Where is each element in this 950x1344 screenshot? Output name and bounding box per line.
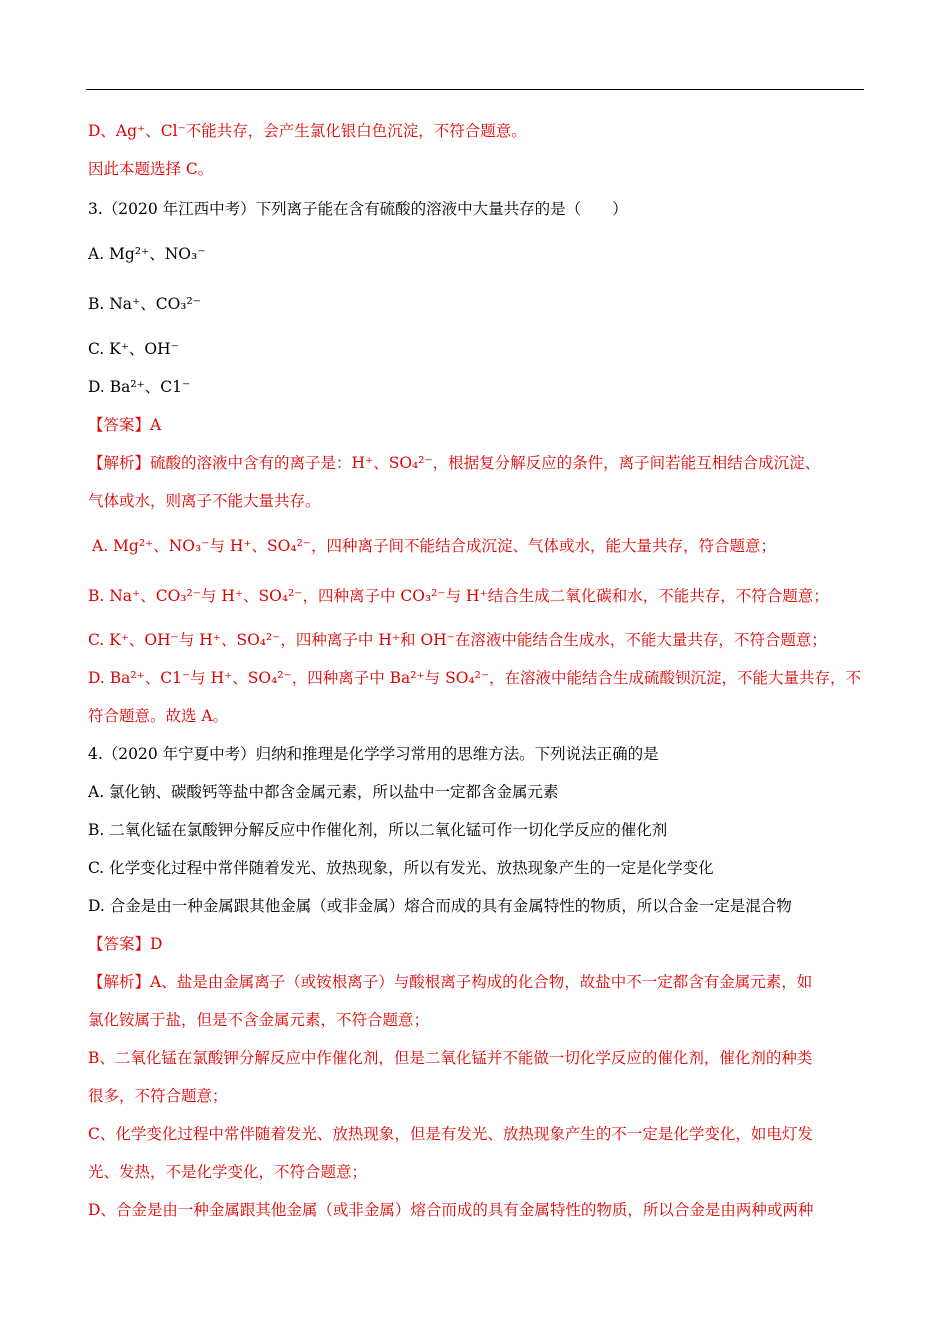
q4-analysis-line: 【解析】A、盐是由金属离子（或铵根离子）与酸根离子构成的化合物，故盐中不一定都含有金属元素，如	[88, 973, 813, 991]
q3-analysis-line: B. Na⁺、CO₃²⁻与 H⁺、SO₄²⁻，四种离子中 CO₃²⁻与 H⁺结合生成二氧化碳和水，不能共存，不符合题意；	[88, 587, 829, 605]
q4-option: A. 氯化钠、碳酸钙等盐中都含金属元素，所以盐中一定都含金属元素	[88, 783, 559, 801]
q3-option-a: A. Mg²⁺、NO₃⁻	[88, 245, 206, 263]
q4-analysis-line: B、二氧化锰在氯酸钾分解反应中作催化剂，但是二氧化锰并不能做一切化学反应的催化剂，催化剂的种类	[88, 1049, 813, 1067]
q3-analysis-line: C. K⁺、OH⁻与 H⁺、SO₄²⁻，四种离子中 H⁺和 OH⁻在溶液中能结合生成水，不能大量共存，不符合题意；	[88, 631, 827, 649]
q3-option-c: C. K⁺、OH⁻	[88, 340, 179, 358]
q3-analysis-line: 【解析】硫酸的溶液中含有的离子是：H⁺、SO₄²⁻，根据复分解反应的条件，离子间若能互相结合成沉淀、	[88, 454, 821, 472]
q4-analysis-line: C、化学变化过程中常伴随着发光、放热现象，但是有发光、放热现象产生的不一定是化学变化，如电灯发	[88, 1125, 813, 1143]
q3-stem: 3.（2020 年江西中考）下列离子能在含有硫酸的溶液中大量共存的是（ ）	[88, 200, 628, 218]
q3-option-b: B. Na⁺、CO₃²⁻	[88, 295, 201, 313]
q3-analysis-line: D. Ba²⁺、C1⁻与 H⁺、SO₄²⁻，四种离子中 Ba²⁺与 SO₄²⁻，在溶液中能结合生成硫酸钡沉淀，不能大量共存，不	[88, 669, 862, 687]
q2-option-d-explanation: D、Ag⁺、Cl⁻不能共存，会产生氯化银白色沉淀，不符合题意。	[88, 122, 527, 140]
q4-stem: 4.（2020 年宁夏中考）归纳和推理是化学学习常用的思维方法。下列说法正确的是	[88, 745, 659, 763]
q2-conclusion: 因此本题选择 C。	[88, 160, 214, 178]
q4-option: C. 化学变化过程中常伴随着发光、放热现象，所以有发光、放热现象产生的一定是化学变化	[88, 859, 714, 877]
q3-analysis-line: 符合题意。故选 A。	[88, 707, 229, 725]
q4-analysis-line: 氯化铵属于盐，但是不含金属元素，不符合题意；	[88, 1011, 430, 1029]
header-rule	[86, 89, 864, 90]
q3-option-d: D. Ba²⁺、C1⁻	[88, 378, 191, 396]
q4-option: B. 二氧化锰在氯酸钾分解反应中作催化剂，所以二氧化锰可作一切化学反应的催化剂	[88, 821, 668, 839]
q4-analysis-line: 光、发热，不是化学变化，不符合题意；	[88, 1163, 368, 1181]
q4-analysis-line: D、合金是由一种金属跟其他金属（或非金属）熔合而成的具有金属特性的物质，所以合金是由两种或两种	[88, 1201, 814, 1219]
q3-analysis-line: A. Mg²⁺、NO₃⁻与 H⁺、SO₄²⁻，四种离子间不能结合成沉淀、气体或水，能大量共存，符合题意；	[92, 537, 776, 555]
q4-answer: 【答案】D	[88, 935, 163, 953]
q4-option: D. 合金是由一种金属跟其他金属（或非金属）熔合而成的具有金属特性的物质，所以合金一定是混合物	[88, 897, 792, 915]
q3-analysis-line: 气体或水，则离子不能大量共存。	[88, 492, 321, 510]
q3-answer: 【答案】A	[88, 416, 162, 434]
q4-analysis-line: 很多，不符合题意；	[88, 1087, 228, 1105]
